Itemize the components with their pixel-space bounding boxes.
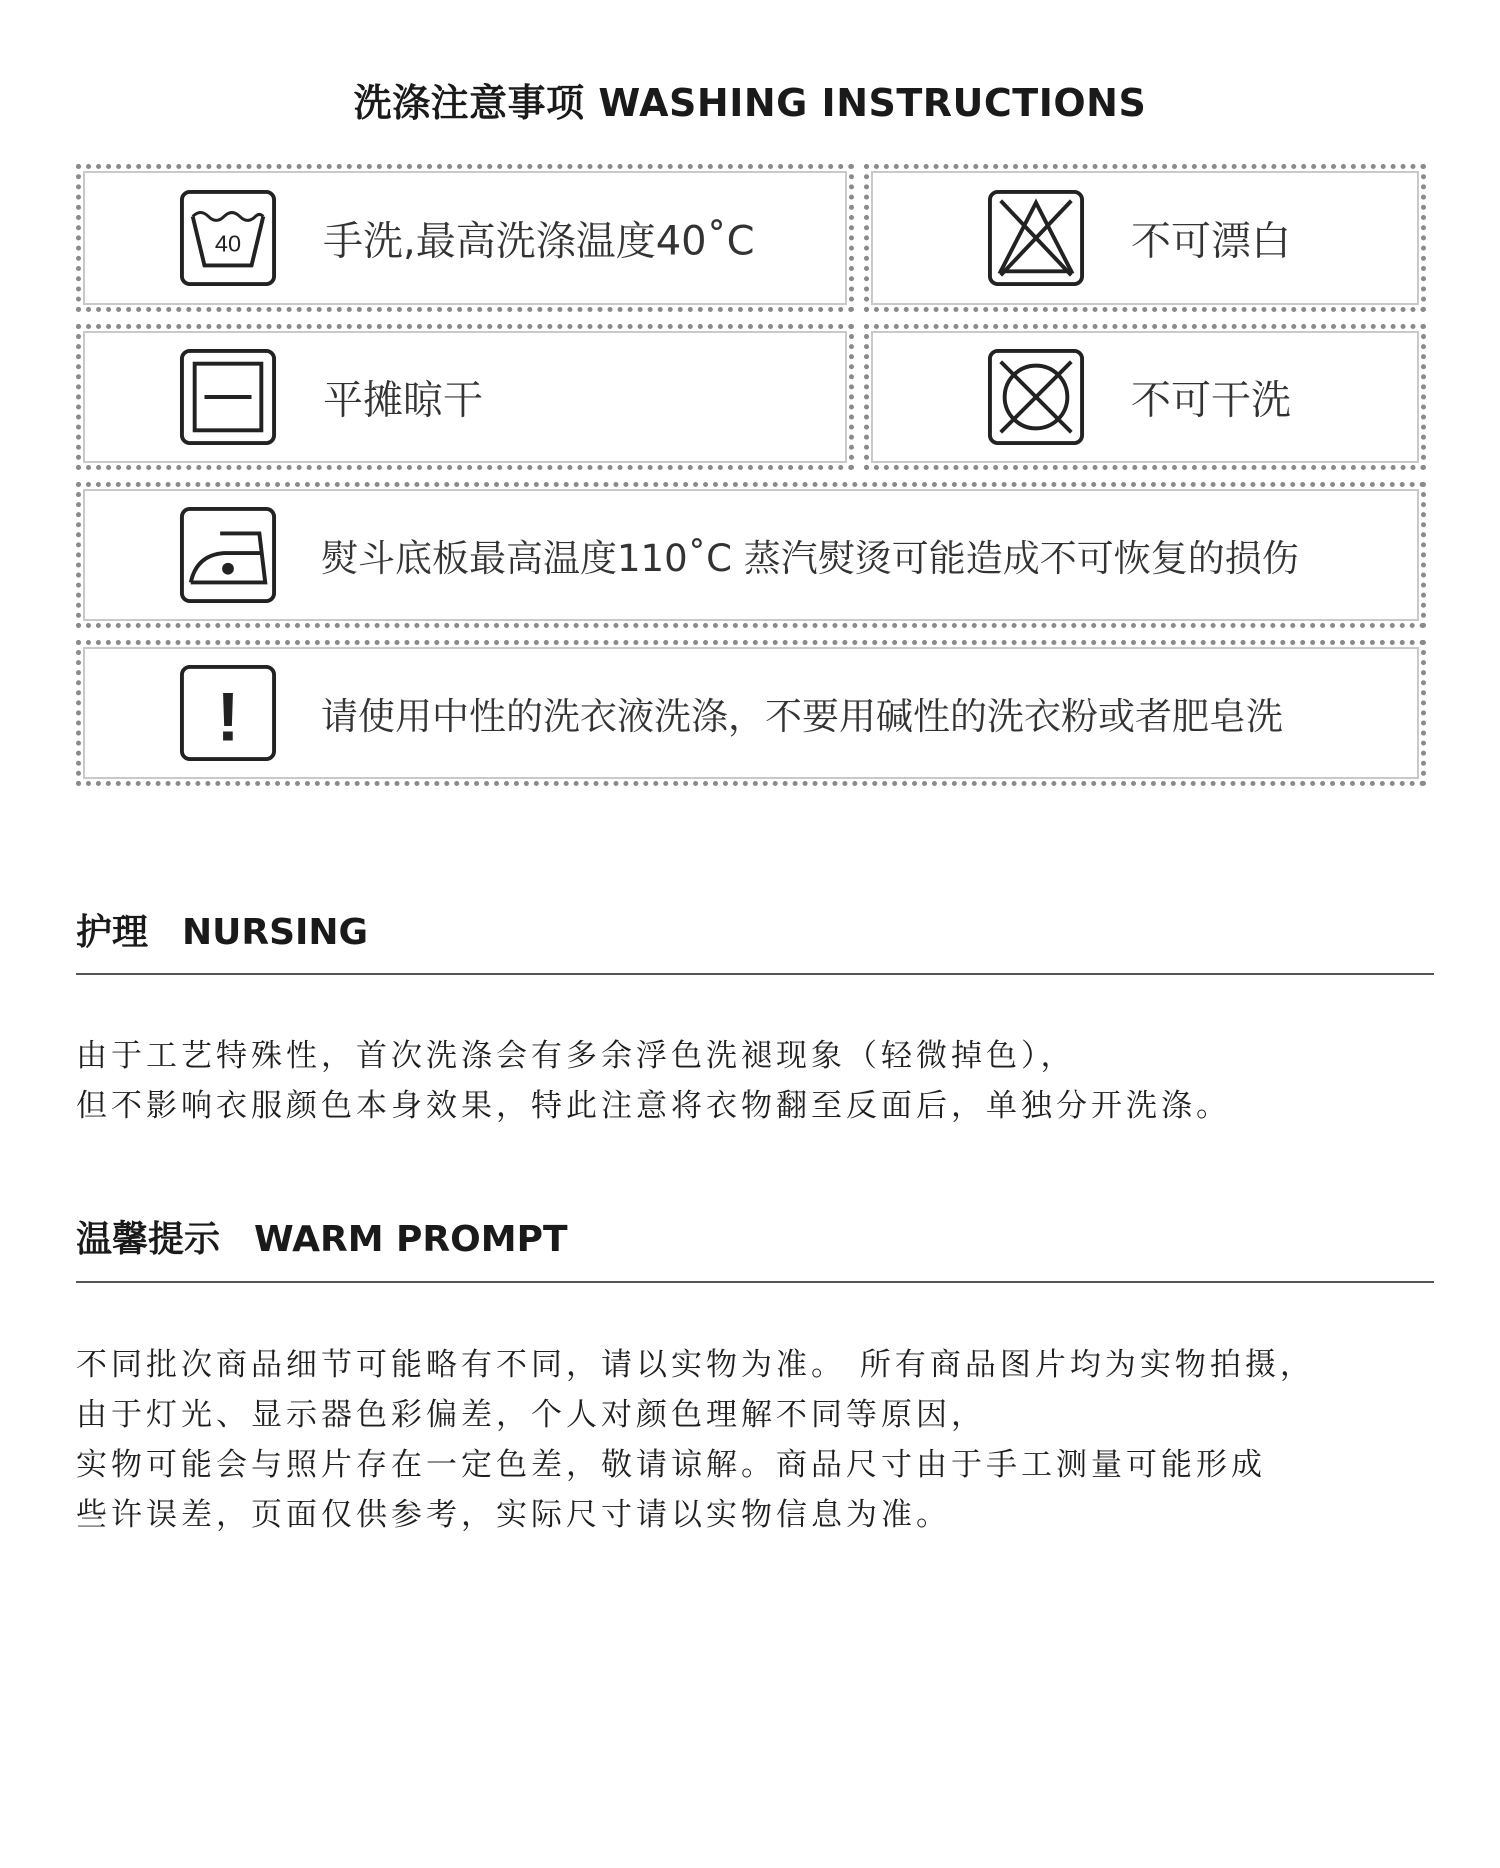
nursing-text — [76, 1031, 1231, 1131]
iron-low-temp-icon — [179, 506, 277, 604]
care-text-no-bleach: 不可漂白 — [1131, 218, 1291, 265]
do-not-bleach-icon — [987, 189, 1085, 287]
hand-wash-40-icon — [179, 189, 277, 287]
dry-flat-icon — [179, 348, 277, 446]
care-item-detergent — [76, 640, 1426, 786]
prompt-title — [76, 1211, 568, 1262]
prompt-text — [76, 1340, 1315, 1540]
care-text-iron: 熨斗底板最高温度110˚C 蒸汽熨烫可能造成不可恢复的损伤 — [321, 537, 1299, 580]
care-text-hand-wash: 手洗,最高洗涤温度40˚C — [323, 218, 755, 265]
nursing-divider — [76, 973, 1434, 975]
prompt-divider — [76, 1281, 1434, 1283]
prompt-line: 实物可能会与照片存在一定色差，敬请谅解。商品尺寸由于手工测量可能形成 — [76, 1447, 1266, 1483]
nursing-line: 但不影响衣服颜色本身效果，特此注意将衣物翻至反面后，单独分开洗涤。 — [76, 1088, 1231, 1124]
svg-text:40: 40 — [214, 230, 242, 257]
care-item-dry-flat — [76, 324, 854, 470]
care-text-detergent: 请使用中性的洗衣液洗涤，不要用碱性的洗衣粉或者肥皂洗 — [321, 695, 1283, 738]
care-text-no-dry-clean: 不可干洗 — [1131, 377, 1291, 424]
nursing-title — [76, 904, 368, 955]
prompt-title-cn: 温馨提示 — [76, 1219, 221, 1260]
svg-text:!: ! — [216, 678, 240, 756]
care-text-dry-flat: 平摊晾干 — [323, 377, 483, 424]
care-item-iron — [76, 482, 1426, 628]
prompt-line: 由于灯光、显示器色彩偏差，个人对颜色理解不同等原因， — [76, 1397, 986, 1433]
page-title: 洗涤注意事项 WASHING INSTRUCTIONS — [353, 81, 1147, 125]
nursing-line: 由于工艺特殊性，首次洗涤会有多余浮色洗褪现象（轻微掉色）， — [76, 1038, 1076, 1074]
care-item-hand-wash — [76, 164, 854, 312]
prompt-line: 些许误差，页面仅供参考，实际尺寸请以实物信息为准。 — [76, 1497, 951, 1533]
nursing-title-en: NURSING — [182, 912, 369, 953]
nursing-title-cn: 护理 — [76, 912, 149, 953]
care-item-no-dry-clean — [864, 324, 1426, 470]
prompt-title-en: WARM PROMPT — [254, 1219, 568, 1260]
prompt-line: 不同批次商品细节可能略有不同，请以实物为准。 所有商品图片均为实物拍摄， — [76, 1347, 1315, 1383]
exclamation-icon — [179, 664, 277, 762]
care-item-no-bleach — [864, 164, 1426, 312]
do-not-dry-clean-icon — [987, 348, 1085, 446]
